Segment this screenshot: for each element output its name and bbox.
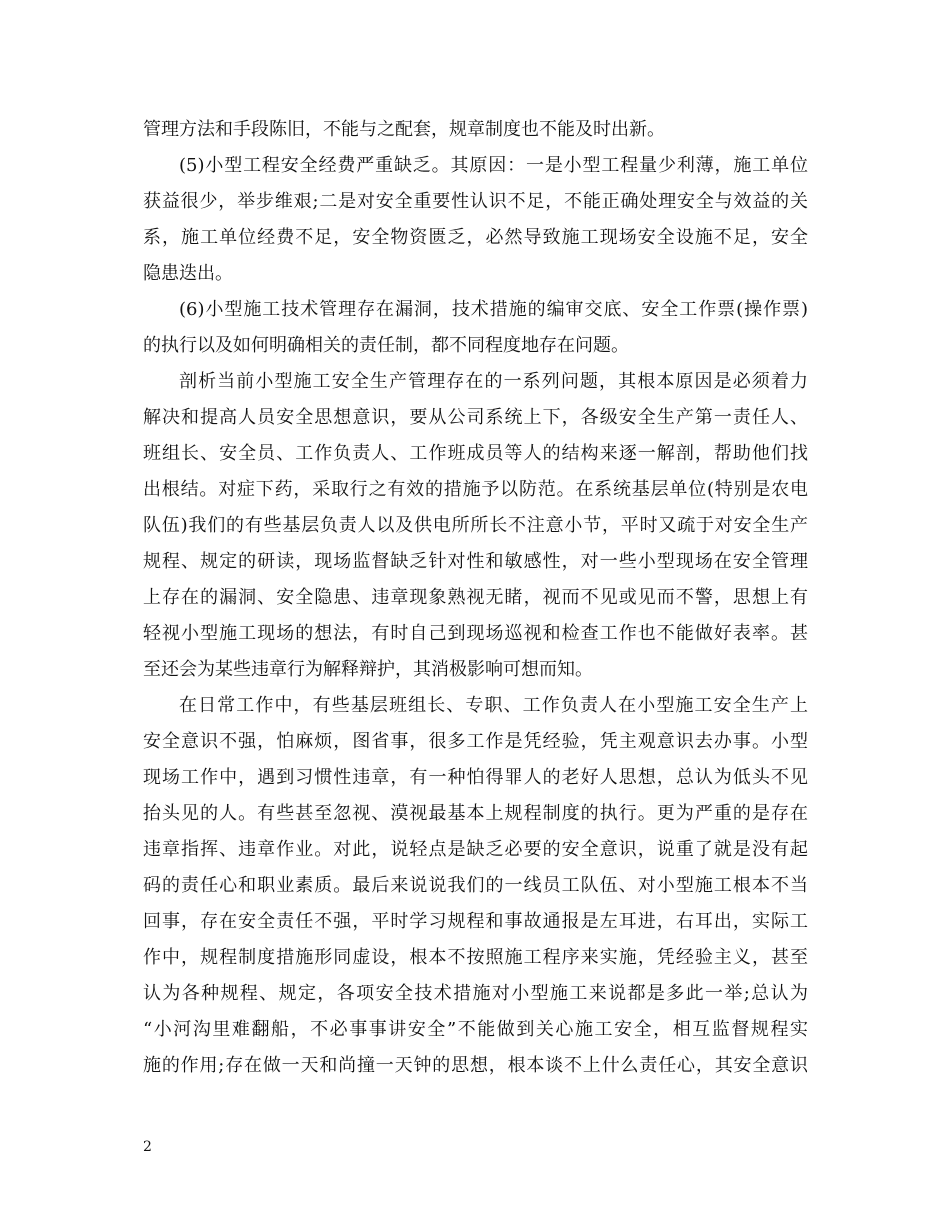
- text-line: 轻视小型施工现场的想法，有时自己到现场巡视和检查工作也不能做好表率。甚: [143, 623, 808, 644]
- text-line: 至还会为某些违章行为解释辩护，其消极影响可想而知。: [143, 659, 593, 680]
- text-line: 现场工作中，遇到习惯性违章，有一种怕得罪人的老好人思想，总认为低头不见: [143, 767, 808, 788]
- text-line: 作中，规程制度措施形同虚设，根本不按照施工程序来实施，凭经验主义，甚至: [143, 947, 808, 968]
- text-line: 系，施工单位经费不足，安全物资匮乏，必然导致施工现场安全设施不足，安全: [143, 227, 808, 248]
- text-line: 抬头见的人。有些甚至忽视、漠视最基本上规程制度的执行。更为严重的是存在: [143, 803, 808, 824]
- text-line: (5)小型工程安全经费严重缺乏。其原因：一是小型工程量少利薄，施工单位: [179, 155, 808, 176]
- text-line: 违章指挥、违章作业。对此，说轻点是缺乏必要的安全意识，说重了就是没有起: [143, 839, 808, 860]
- text-line: 安全意识不强，怕麻烦，图省事，很多工作是凭经验，凭主观意识去办事。小型: [143, 731, 808, 752]
- text-line: 出根结。对症下药，采取行之有效的措施予以防范。在系统基层单位(特别是农电: [143, 479, 808, 500]
- text-line: 剖析当前小型施工安全生产管理存在的一系列问题，其根本原因是必须着力: [179, 371, 808, 392]
- text-line: 在日常工作中，有些基层班组长、专职、工作负责人在小型施工安全生产上: [179, 695, 808, 716]
- text-line: 施的作用;存在做一天和尚撞一天钟的思想，根本谈不上什么责任心，其安全意识: [143, 1055, 808, 1076]
- text-line: 解决和提高人员安全思想意识，要从公司系统上下，各级安全生产第一责任人、: [143, 407, 808, 428]
- text-line: 认为各种规程、规定，各项安全技术措施对小型施工来说都是多此一举;总认为: [143, 983, 808, 1004]
- text-line: 回事，存在安全责任不强，平时学习规程和事故通报是左耳进，右耳出，实际工: [143, 911, 808, 932]
- text-line: 班组长、安全员、工作负责人、工作班成员等人的结构来逐一解剖，帮助他们找: [143, 443, 808, 464]
- page-number: 2: [143, 1139, 152, 1155]
- text-line: 队伍)我们的有些基层负责人以及供电所所长不注意小节，平时又疏于对安全生产: [143, 515, 808, 536]
- text-line: 上存在的漏洞、安全隐患、违章现象熟视无睹，视而不见或见而不警，思想上有: [143, 587, 808, 608]
- text-line: 获益很少，举步维艰;二是对安全重要性认识不足，不能正确处理安全与效益的关: [143, 191, 808, 212]
- text-line: 的执行以及如何明确相关的责任制，都不同程度地存在问题。: [143, 335, 629, 356]
- text-line: 码的责任心和职业素质。最后来说说我们的一线员工队伍、对小型施工根本不当: [143, 875, 808, 896]
- text-line: 规程、规定的研读，现场监督缺乏针对性和敏感性，对一些小型现场在安全管理: [143, 551, 808, 572]
- text-line: (6)小型施工技术管理存在漏洞，技术措施的编审交底、安全工作票(操作票): [179, 299, 808, 320]
- text-line: 隐患迭出。: [143, 263, 233, 284]
- text-line: “小河沟里难翻船，不必事事讲安全”不能做到关心施工安全，相互监督规程实: [143, 1019, 808, 1040]
- text-line: 管理方法和手段陈旧，不能与之配套，规章制度也不能及时出新。: [143, 119, 665, 140]
